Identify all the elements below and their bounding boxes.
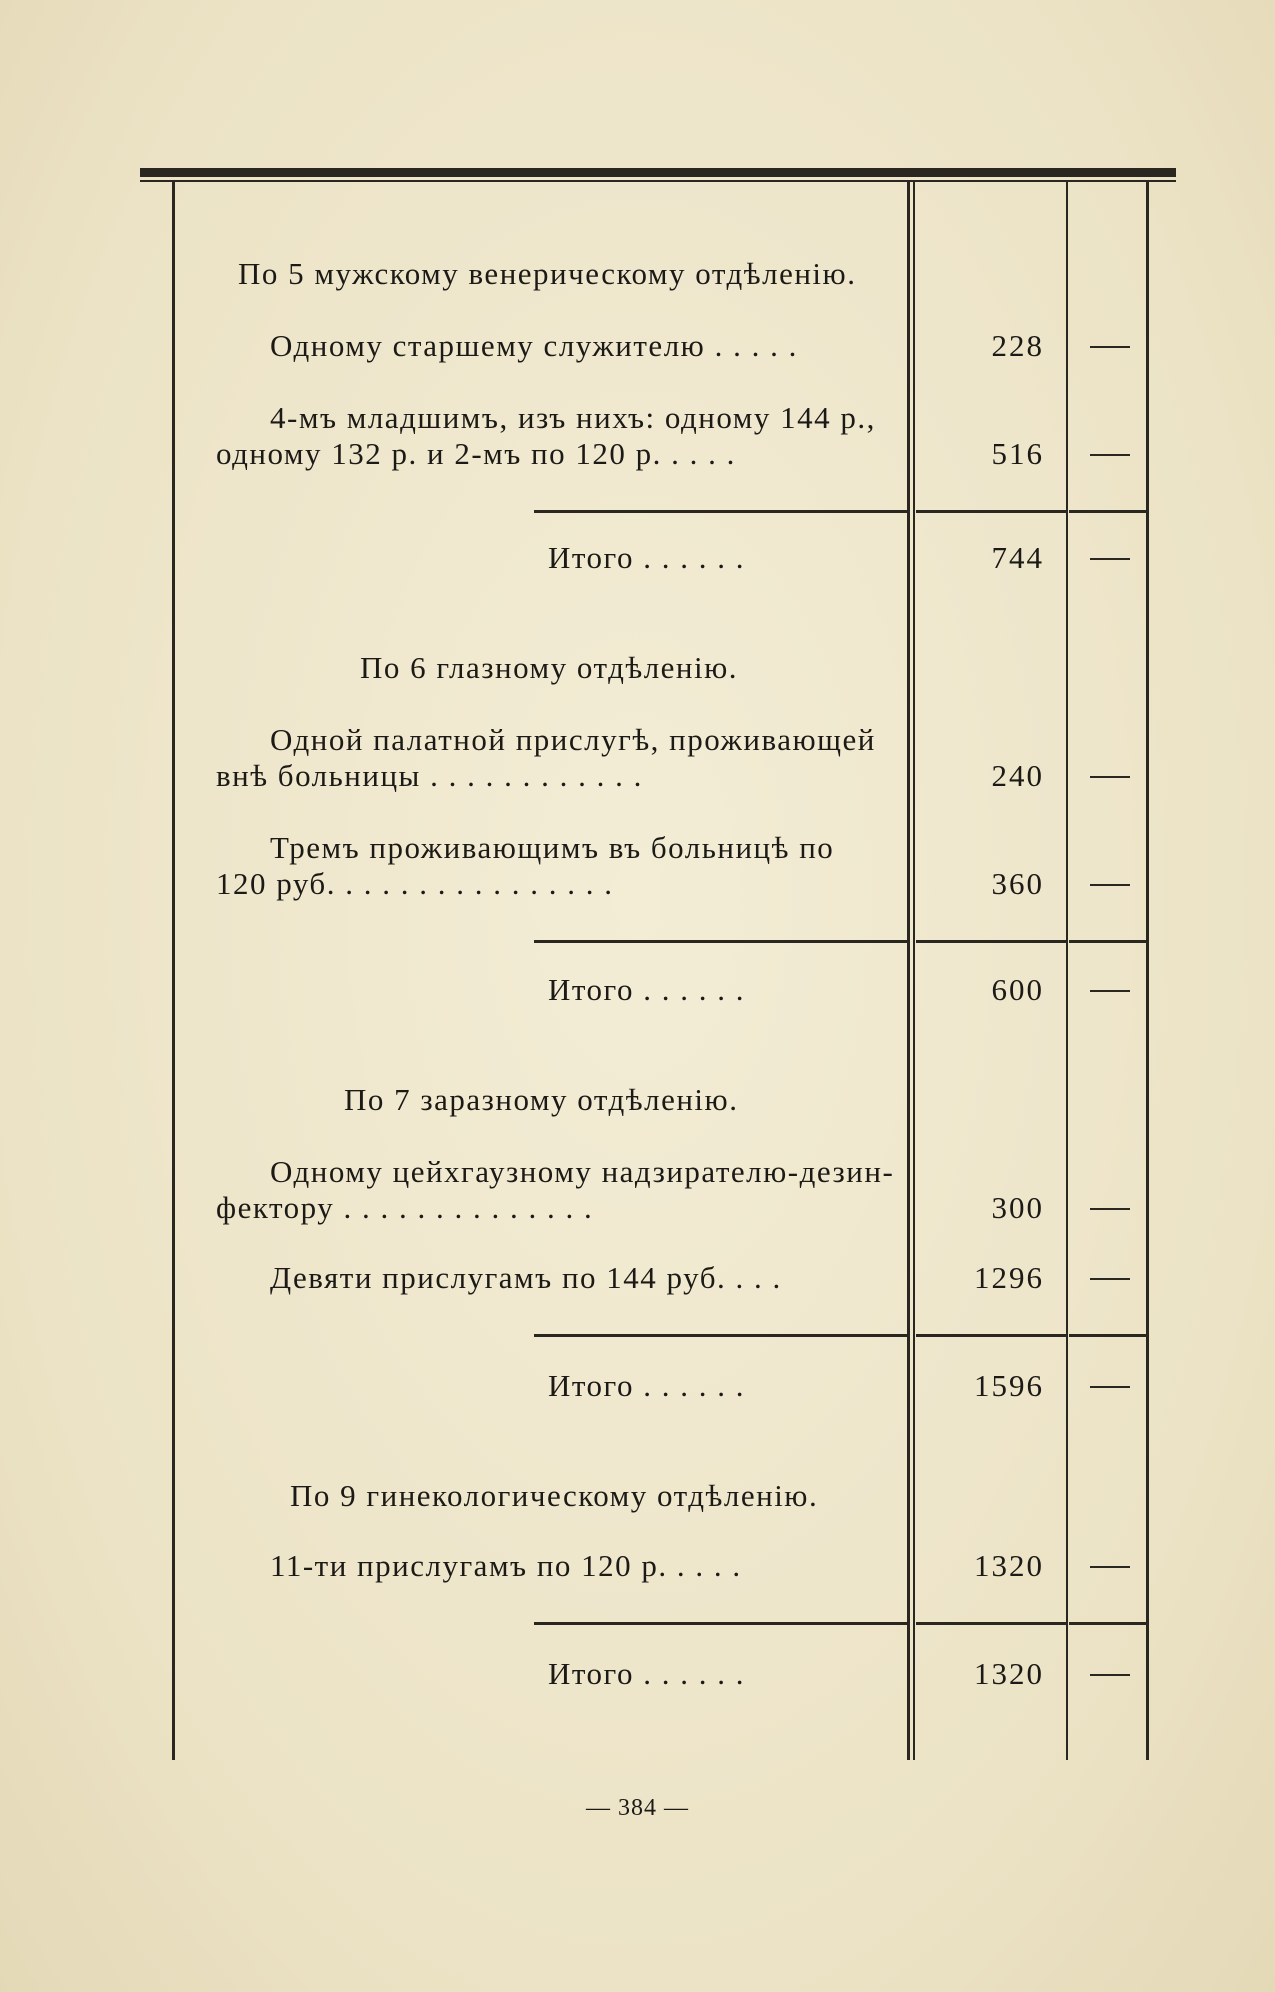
- total-amount: 600: [991, 972, 1044, 1007]
- row-amount: 516: [991, 436, 1044, 471]
- row-amount: 1296: [974, 1260, 1044, 1295]
- section-heading: По 5 мужскому венерическому отдѣленію.: [238, 256, 857, 291]
- total-rule: [916, 510, 1066, 513]
- row-text: 120 руб. . . . . . . . . . . . . . . .: [216, 866, 614, 901]
- total-rule: [916, 940, 1066, 943]
- total-rule: [534, 940, 908, 943]
- total-dash: [1090, 990, 1130, 992]
- table-top-rule-thin: [140, 180, 1176, 182]
- total-rule: [534, 510, 908, 513]
- table-top-rule: [140, 168, 1176, 177]
- total-rule: [1069, 510, 1146, 513]
- total-rule: [534, 1622, 908, 1625]
- column-divider-1a: [907, 182, 910, 1760]
- row-dash: [1090, 1278, 1130, 1280]
- row-text: внѣ больницы . . . . . . . . . . . .: [216, 758, 643, 793]
- row-dash: [1090, 454, 1130, 456]
- total-dash: [1090, 1674, 1130, 1676]
- page-number: — 384 —: [586, 1795, 689, 1821]
- row-amount: 228: [991, 328, 1044, 363]
- row-text: Девяти прислугамъ по 144 руб. . . .: [270, 1260, 782, 1295]
- total-rule: [534, 1334, 908, 1337]
- total-rule: [916, 1622, 1066, 1625]
- table-right-border: [1146, 182, 1149, 1760]
- total-amount: 1320: [974, 1656, 1044, 1691]
- section-heading: По 7 заразному отдѣленію.: [344, 1082, 739, 1117]
- row-dash: [1090, 884, 1130, 886]
- section-heading: По 6 глазному отдѣленію.: [360, 650, 739, 685]
- total-rule: [1069, 1334, 1146, 1337]
- total-rule: [1069, 1622, 1146, 1625]
- row-text: Одному старшему служителю . . . . .: [270, 328, 798, 363]
- total-rule: [916, 1334, 1066, 1337]
- row-amount: 300: [991, 1190, 1044, 1225]
- total-label: Итого . . . . . .: [548, 1656, 745, 1691]
- row-text: 4-мъ младшимъ, изъ нихъ: одному 144 р.,: [270, 400, 876, 435]
- total-rule: [1069, 940, 1146, 943]
- section-heading: По 9 гинекологическому отдѣленію.: [290, 1478, 819, 1513]
- row-dash: [1090, 776, 1130, 778]
- total-label: Итого . . . . . .: [548, 1368, 745, 1403]
- row-dash: [1090, 346, 1130, 348]
- row-text: одному 132 р. и 2-мъ по 120 р. . . . .: [216, 436, 736, 471]
- row-amount: 1320: [974, 1548, 1044, 1583]
- column-divider-1b: [913, 182, 915, 1760]
- total-label: Итого . . . . . .: [548, 540, 745, 575]
- row-dash: [1090, 1208, 1130, 1210]
- row-amount: 360: [991, 866, 1044, 901]
- row-text: Одному цейхгаузному надзирателю-дезин-: [270, 1154, 895, 1189]
- row-text: фектору . . . . . . . . . . . . . .: [216, 1190, 594, 1225]
- total-dash: [1090, 1386, 1130, 1388]
- column-divider-2: [1066, 182, 1068, 1760]
- total-amount: 1596: [974, 1368, 1044, 1403]
- total-dash: [1090, 558, 1130, 560]
- row-dash: [1090, 1566, 1130, 1568]
- row-text: Одной палатной прислугѣ, проживающей: [270, 722, 876, 757]
- row-text: Тремъ проживающимъ въ больницѣ по: [270, 830, 835, 865]
- row-text: 11-ти прислугамъ по 120 р. . . . .: [270, 1548, 742, 1583]
- total-amount: 744: [991, 540, 1044, 575]
- table-left-border: [172, 182, 175, 1760]
- row-amount: 240: [991, 758, 1044, 793]
- total-label: Итого . . . . . .: [548, 972, 745, 1007]
